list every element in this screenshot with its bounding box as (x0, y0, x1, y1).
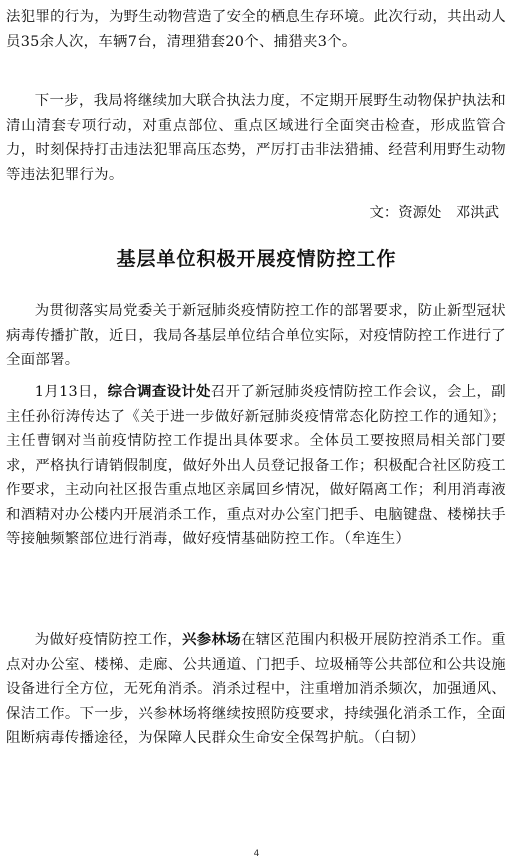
article2-paragraph-3 (6, 628, 506, 751)
page-number: 4 (253, 849, 260, 859)
paragraph-3-lead: 为做好疫情防控工作， (34, 632, 183, 648)
article1-byline: 文：资源处 邓洪武 (369, 205, 499, 221)
unit-name-survey-design: 综合调查设计处 (107, 383, 211, 400)
article1-paragraph-2: 下一步，我局将继续加大联合执法力度，不定期开展野生动物保护执法和清山清套专项行动，对重点部位、重点区域进行全面突击检查，形成监管合力，时刻保持打击违法犯罪高压态势，严厉打击非法猎捕、经营利用野生动物等违法犯罪行为。 (6, 93, 506, 183)
paragraph-2-lead: 1月13日， (34, 384, 108, 400)
article1-paragraph-1: 法犯罪的行为，为野生动物营造了安全的栖息生存环境。此次行动，共出动人员35余人次，车辆7台，清理猎套20个、捕猎夹3个。 (6, 9, 506, 50)
paragraph-2-body: 召开了新冠肺炎疫情防控工作会议，会上，副主任孙衍涛传达了《关于进一步做好新冠肺炎疫情常态化防控工作的通知》；主任曹钢对当前疫情防控工作提出具体要求。全体员工要按照局相关部门要求，严格执行请销假制度，做好外出人员登记报备工作；积极配合社区防疫工作要求，主动向社区报告重点地区亲属回乡情况，做好隔离工作；利用消毒液和酒精对办公楼内开展消杀工作，重点对办公室门把手、电脑键盘、楼梯扶手等接触频繁部位进行消毒，做好疫情基础防控工作。（牟连生） (6, 384, 506, 547)
paragraph-3-body: 在辖区范围内积极开展防控消杀工作。重点对办公室、楼梯、走廊、公共通道、门把手、垃圾桶等公共部位和公共设施设备进行全方位，无死角消杀。消杀过程中，注重增加消杀频次，加强通风、保洁工作。下一步，兴参林场将继续按照防疫要求，持续强化消杀工作，全面阻断病毒传播途径，为保障人民群众生命安全保驾护航。（白韧） (6, 632, 506, 746)
article2-title: 基层单位积极开展疫情防控工作 (116, 248, 397, 270)
unit-name-xingshen-forest-farm: 兴参林场 (182, 631, 241, 648)
article2-paragraph-1: 为贯彻落实局党委关于新冠肺炎疫情防控工作的部署要求，防止新型冠状病毒传播扩散，近日，我局各基层单位结合单位实际，对疫情防控工作进行了全面部署。 (6, 303, 506, 368)
article2-paragraph-2 (6, 380, 506, 552)
